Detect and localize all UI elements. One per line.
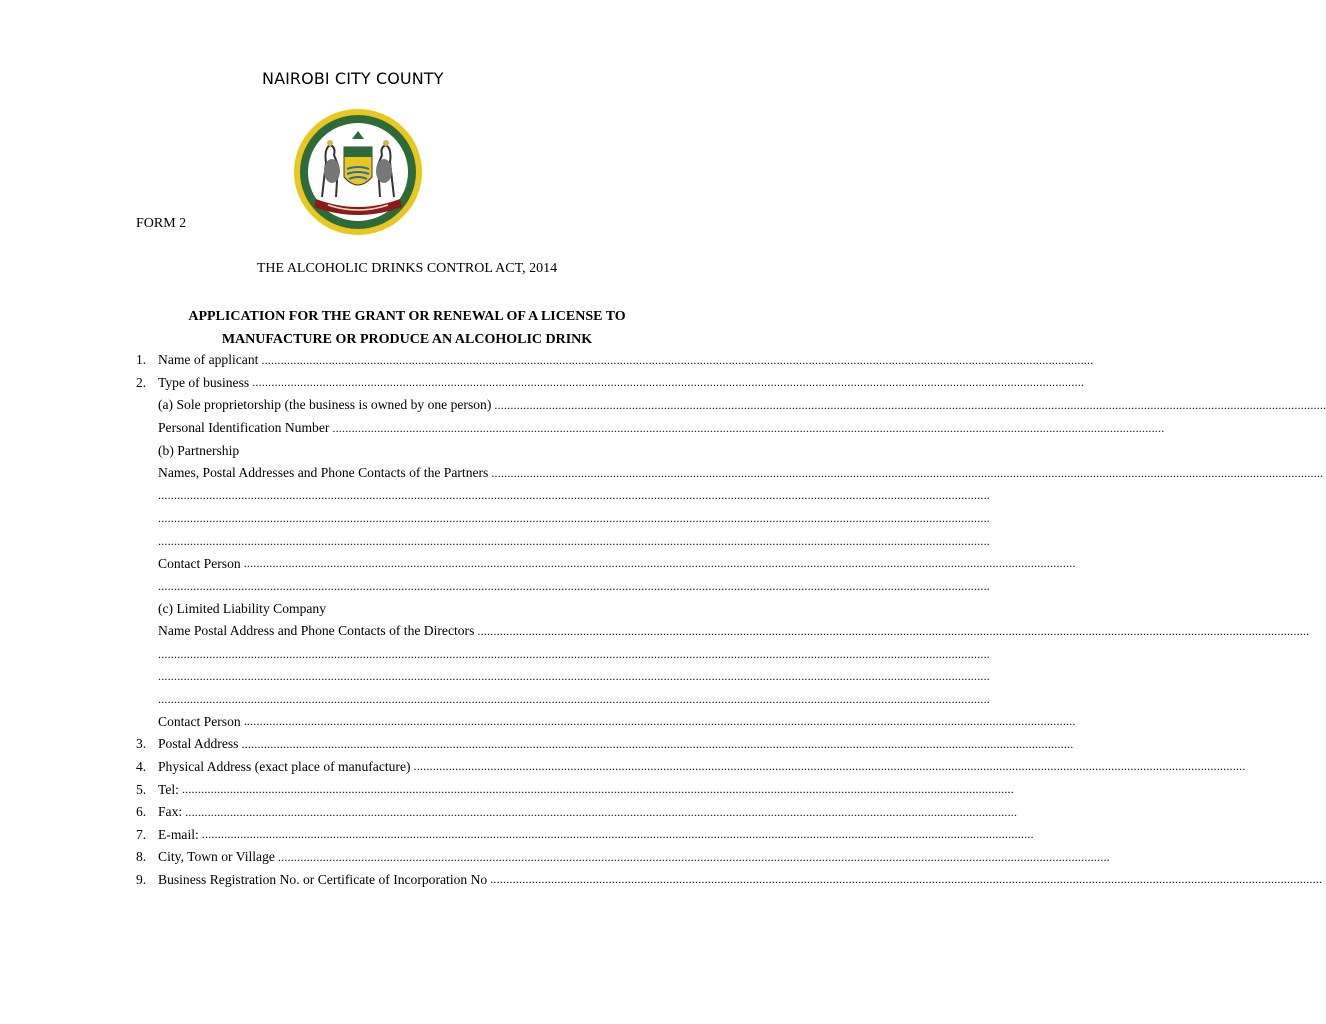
form-heading [0,305,814,351]
form-field-row[interactable] [136,372,1085,395]
form-fields [136,349,1326,891]
field-label: Name of applicant [158,352,259,368]
form-field-row[interactable] [136,552,1076,575]
fill-in-dotted-line[interactable]: .................................................................................................................................................................................................................................................................... [491,465,1324,480]
fill-in-dotted-line[interactable]: .................................................................................................................................................................................................................................................................... [261,352,1094,367]
county-title: NAIROBI CITY COUNTY [262,69,444,88]
field-number: 2. [136,374,147,390]
field-number: 6. [136,804,147,820]
field-number: 3. [136,736,147,752]
field-label: Business Registration No. or Certificate of Incorporation No [158,871,488,887]
form-field-row[interactable] [136,823,1034,846]
fill-in-dotted-line[interactable]: .................................................................................................................................................................................................................................................................... [252,375,1085,390]
fill-in-dotted-line[interactable]: .................................................................................................................................................................................................................................................................... [181,782,1014,797]
fill-in-dotted-line[interactable]: .................................................................................................................................................................................................................................................................... [413,759,1246,774]
field-number: 1. [136,352,147,368]
field-label: City, Town or Village [158,849,275,865]
field-label: Contact Person [158,713,241,729]
form-field-row[interactable] [136,846,1110,869]
form-field-row[interactable] [136,349,1094,372]
fill-in-dotted-line[interactable]: .................................................................................................................................................................................................................................................................... [201,827,1034,842]
field-label: (c) Limited Liability Company [158,600,326,616]
form-field-row[interactable] [136,756,1246,779]
field-label: Personal Identification Number [158,420,330,436]
form-field-row[interactable] [136,417,1165,440]
field-label: Physical Address (exact place of manufacture) [158,758,411,774]
field-label: (b) Partnership [158,442,240,458]
field-number: 7. [136,826,147,842]
fill-in-dotted-line[interactable]: .................................................................................................................................................................................................................................................................... [243,714,1076,729]
fill-in-dotted-line[interactable]: .................................................................................................................................................................................................................................................................... [158,691,990,706]
form-field-row[interactable] [136,620,1310,643]
field-label: Tel: [158,781,179,797]
form-field-row[interactable] [136,394,1326,417]
form-field-row[interactable] [136,733,1074,756]
form-blank-line[interactable] [136,575,990,598]
field-number: 9. [136,871,147,887]
fill-in-dotted-line[interactable]: .................................................................................................................................................................................................................................................................... [158,646,990,661]
field-number: 8. [136,849,147,865]
field-label: E-mail: [158,826,199,842]
form-field-row[interactable] [136,462,1324,485]
field-label: Contact Person [158,555,241,571]
form-field-row[interactable] [136,439,678,462]
form-blank-line[interactable] [136,688,990,711]
fill-in-dotted-line[interactable]: .................................................................................................................................................................................................................................................................... [185,804,1018,819]
county-seal-icon [292,107,424,237]
fill-in-dotted-line[interactable]: .................................................................................................................................................................................................................................................................... [477,623,1310,638]
form-heading-line-2: MANUFACTURE OR PRODUCE AN ALCOHOLIC DRINK [221,332,593,347]
form-blank-line[interactable] [136,530,990,553]
form-blank-line[interactable] [136,485,990,508]
field-label: Postal Address [158,736,239,752]
form-blank-line[interactable] [136,643,990,666]
fill-in-dotted-line[interactable]: .................................................................................................................................................................................................................................................................... [277,849,1110,864]
form-heading-line-1: APPLICATION FOR THE GRANT OR RENEWAL OF A LICENSE TO [188,309,626,324]
form-field-row[interactable] [136,598,678,621]
fill-in-dotted-line[interactable]: .................................................................................................................................................................................................................................................................... [332,420,1165,435]
fill-in-dotted-line[interactable]: .................................................................................................................................................................................................................................................................... [243,556,1076,571]
form-field-row[interactable] [136,778,1014,801]
act-title: THE ALCOHOLIC DRINKS CONTROL ACT, 2014 [256,261,558,276]
fill-in-dotted-line[interactable]: .................................................................................................................................................................................................................................................................... [158,533,990,548]
form-field-row[interactable] [136,801,1018,824]
form-blank-line[interactable] [136,665,990,688]
form-number: FORM 2 [136,216,187,231]
form-field-row[interactable] [136,711,1076,734]
field-label: Name Postal Address and Phone Contacts of the Directors [158,623,475,639]
field-number: 4. [136,758,147,774]
fill-in-dotted-line[interactable]: .................................................................................................................................................................................................................................................................... [490,872,1323,887]
fill-in-dotted-line[interactable]: .................................................................................................................................................................................................................................................................... [494,397,1326,412]
form-field-row[interactable] [136,869,1323,892]
fill-in-dotted-line[interactable]: .................................................................................................................................................................................................................................................................... [158,488,990,503]
fill-in-dotted-line[interactable]: .................................................................................................................................................................................................................................................................... [158,510,990,525]
field-label: (a) Sole proprietorship (the business is owned by one person) [158,397,492,413]
field-label: Type of business [158,374,250,390]
fill-in-dotted-line[interactable]: .................................................................................................................................................................................................................................................................... [158,669,990,684]
fill-in-dotted-line[interactable]: .................................................................................................................................................................................................................................................................... [158,578,990,593]
field-label: Fax: [158,804,183,820]
field-number: 5. [136,781,147,797]
fill-in-dotted-line[interactable]: .................................................................................................................................................................................................................................................................... [241,736,1074,751]
field-label: Names, Postal Addresses and Phone Contacts of the Partners [158,465,489,481]
form-blank-line[interactable] [136,507,990,530]
